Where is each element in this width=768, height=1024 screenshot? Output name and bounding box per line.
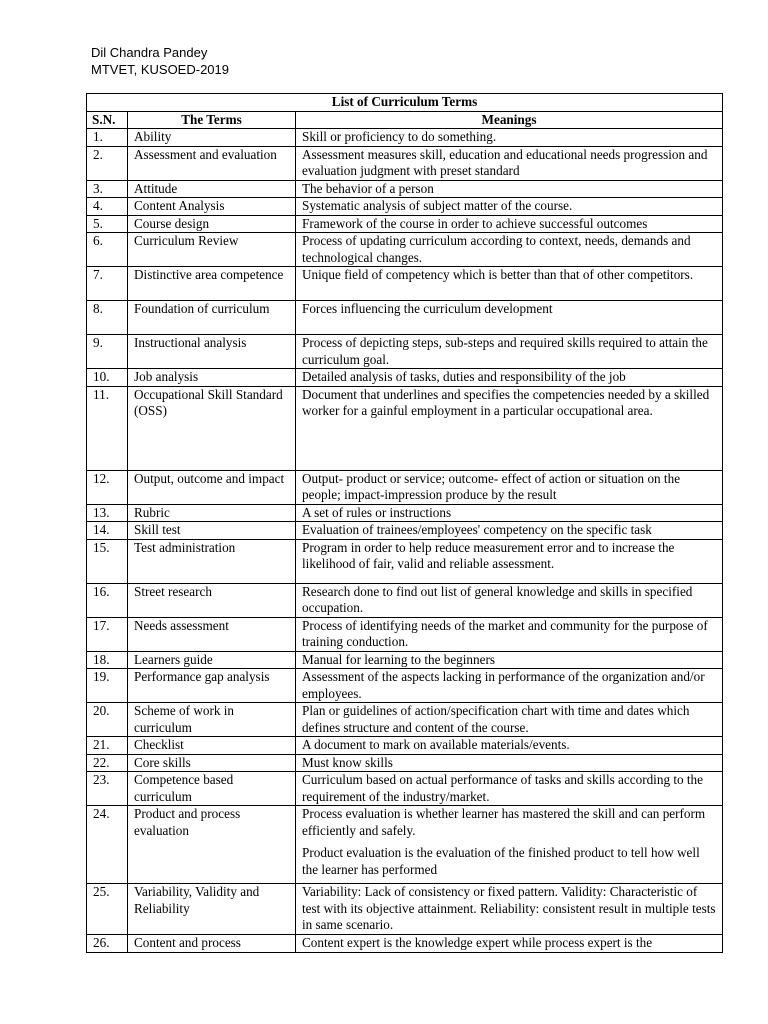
table-row xyxy=(87,267,723,301)
table-row xyxy=(87,772,723,806)
meaning-cell xyxy=(296,539,723,583)
row-number: 26. xyxy=(87,935,128,953)
term-cell: Curriculum Review xyxy=(128,233,296,267)
table-row xyxy=(87,233,723,267)
row-number: 2. xyxy=(87,146,128,180)
table-row xyxy=(87,651,723,669)
meaning-paragraph: Manual for learning to the beginners xyxy=(302,651,495,667)
meaning-paragraph: Output- product or service; outcome- effect of action or situation on the people; impact-impression produce by the result xyxy=(302,470,681,502)
table-row xyxy=(87,754,723,772)
meaning-paragraph: Forces influencing the curriculum development xyxy=(302,301,553,316)
term-cell: Distinctive area competence xyxy=(128,267,296,301)
meaning-paragraph: Program in order to help reduce measurement error and to increase the likelihood of fair, valid and reliable assessment. xyxy=(302,539,675,571)
table-row xyxy=(87,935,723,953)
term-cell: Attitude xyxy=(128,180,296,198)
table-row xyxy=(87,129,723,147)
column-header-terms: The Terms xyxy=(128,111,296,129)
meaning-paragraph: Process evaluation is whether learner has mastered the skill and can perform efficiently and safely. xyxy=(302,806,706,838)
meaning-cell xyxy=(296,522,723,540)
course-code: MTVET, KUSOED-2019 xyxy=(91,62,229,77)
table-row xyxy=(87,369,723,387)
row-number: 4. xyxy=(87,198,128,216)
row-number: 12. xyxy=(87,470,128,504)
table-row xyxy=(87,198,723,216)
meaning-paragraph: Evaluation of trainees/employees' competency on the specific task xyxy=(302,522,652,537)
meaning-cell xyxy=(296,617,723,651)
term-cell: Performance gap analysis xyxy=(128,669,296,703)
term-cell: Skill test xyxy=(128,522,296,540)
term-cell: Ability xyxy=(128,129,296,147)
term-cell: Content and process xyxy=(128,935,296,953)
term-cell: Learners guide xyxy=(128,651,296,669)
table-row xyxy=(87,470,723,504)
meaning-cell xyxy=(296,651,723,669)
table-title: List of Curriculum Terms xyxy=(87,94,723,112)
meaning-cell xyxy=(296,737,723,755)
table-title-row xyxy=(87,94,723,112)
row-number: 18. xyxy=(87,651,128,669)
term-cell: Instructional analysis xyxy=(128,335,296,369)
meaning-cell xyxy=(296,215,723,233)
meaning-paragraph: Process of depicting steps, sub-steps and required skills required to attain the curriculum goal. xyxy=(302,335,708,367)
row-number: 23. xyxy=(87,772,128,806)
meaning-paragraph: Research done to find out list of general knowledge and skills in specified occupation. xyxy=(302,583,693,615)
row-number: 1. xyxy=(87,129,128,147)
meaning-paragraph: Detailed analysis of tasks, duties and responsibility of the job xyxy=(302,369,626,384)
meaning-cell xyxy=(296,146,723,180)
meaning-paragraph: Process of identifying needs of the market and community for the purpose of training conduction. xyxy=(302,617,708,649)
table-row xyxy=(87,146,723,180)
meaning-cell xyxy=(296,233,723,267)
meaning-paragraph: Product evaluation is the evaluation of the finished product to tell how well the learner has performed xyxy=(302,845,700,877)
row-number: 20. xyxy=(87,703,128,737)
term-cell: Output, outcome and impact xyxy=(128,470,296,504)
curriculum-terms-table xyxy=(86,93,723,953)
meaning-paragraph: Assessment of the aspects lacking in performance of the organization and/or employees. xyxy=(302,669,705,701)
term-cell: Course design xyxy=(128,215,296,233)
row-number: 21. xyxy=(87,737,128,755)
table-row xyxy=(87,617,723,651)
meaning-paragraph: The behavior of a person xyxy=(302,180,434,196)
meaning-cell xyxy=(296,180,723,198)
row-number: 15. xyxy=(87,539,128,583)
column-header-meanings: Meanings xyxy=(296,111,723,129)
meaning-cell xyxy=(296,669,723,703)
row-number: 19. xyxy=(87,669,128,703)
table-body xyxy=(87,129,723,953)
table-row xyxy=(87,669,723,703)
row-number: 24. xyxy=(87,806,128,884)
term-cell: Core skills xyxy=(128,754,296,772)
row-number: 8. xyxy=(87,301,128,335)
table-row xyxy=(87,737,723,755)
row-number: 11. xyxy=(87,386,128,470)
table-row xyxy=(87,386,723,470)
meaning-paragraph: A document to mark on available materials/events. xyxy=(302,737,570,752)
term-cell: Street research xyxy=(128,583,296,617)
meaning-cell xyxy=(296,504,723,522)
table-row xyxy=(87,215,723,233)
row-number: 3. xyxy=(87,180,128,198)
meaning-paragraph: Skill or proficiency to do something. xyxy=(302,129,497,144)
meaning-cell xyxy=(296,386,723,470)
term-cell: Variability, Validity and Reliability xyxy=(128,884,296,935)
term-cell: Needs assessment xyxy=(128,617,296,651)
row-number: 14. xyxy=(87,522,128,540)
term-cell: Product and process evaluation xyxy=(128,806,296,884)
meaning-paragraph: Content expert is the knowledge expert while process expert is the xyxy=(302,935,653,950)
meaning-cell xyxy=(296,884,723,935)
row-number: 16. xyxy=(87,583,128,617)
meaning-paragraph: Assessment measures skill, education and educational needs progression and evaluation judgment with preset standard xyxy=(302,146,708,178)
row-number: 6. xyxy=(87,233,128,267)
meaning-cell xyxy=(296,198,723,216)
meaning-cell xyxy=(296,772,723,806)
meaning-cell xyxy=(296,470,723,504)
meaning-paragraph: Process of updating curriculum according to context, needs, demands and technological changes. xyxy=(302,233,691,265)
table-row xyxy=(87,335,723,369)
row-number: 5. xyxy=(87,215,128,233)
term-cell: Competence based curriculum xyxy=(128,772,296,806)
meaning-cell xyxy=(296,301,723,335)
table-row xyxy=(87,522,723,540)
meaning-cell xyxy=(296,129,723,147)
table-row xyxy=(87,504,723,522)
row-number: 17. xyxy=(87,617,128,651)
meaning-paragraph: Framework of the course in order to achieve successful outcomes xyxy=(302,215,648,231)
term-cell: Content Analysis xyxy=(128,198,296,216)
term-cell: Foundation of curriculum xyxy=(128,301,296,335)
table-row xyxy=(87,180,723,198)
meaning-cell xyxy=(296,806,723,884)
meaning-paragraph: Systematic analysis of subject matter of the course. xyxy=(302,198,573,213)
term-cell: Test administration xyxy=(128,539,296,583)
term-cell: Scheme of work in curriculum xyxy=(128,703,296,737)
row-number: 7. xyxy=(87,267,128,301)
meaning-cell xyxy=(296,703,723,737)
row-number: 13. xyxy=(87,504,128,522)
table-header-row xyxy=(87,111,723,129)
row-number: 25. xyxy=(87,884,128,935)
meaning-cell xyxy=(296,583,723,617)
meaning-cell xyxy=(296,754,723,772)
table-row xyxy=(87,884,723,935)
row-number: 10. xyxy=(87,369,128,387)
meaning-paragraph: Unique field of competency which is better than that of other competitors. xyxy=(302,267,694,282)
term-cell: Assessment and evaluation xyxy=(128,146,296,180)
column-header-sn: S.N. xyxy=(87,111,128,129)
meaning-cell xyxy=(296,267,723,301)
term-cell: Checklist xyxy=(128,737,296,755)
meaning-cell xyxy=(296,935,723,953)
meaning-cell xyxy=(296,335,723,369)
term-cell: Occupational Skill Standard (OSS) xyxy=(128,386,296,470)
term-cell: Job analysis xyxy=(128,369,296,387)
table-row xyxy=(87,539,723,583)
meaning-paragraph: Plan or guidelines of action/specification chart with time and dates which defines structure and content of the course. xyxy=(302,703,690,735)
row-number: 22. xyxy=(87,754,128,772)
meaning-paragraph: A set of rules or instructions xyxy=(302,504,452,520)
document-header xyxy=(91,44,229,78)
meaning-paragraph: Variability: Lack of consistency or fixed pattern. Validity: Characteristic of test with its objective attainment. Reliability: consistent result in multiple tests in same scenario. xyxy=(302,884,716,932)
meaning-cell xyxy=(296,369,723,387)
table-row xyxy=(87,703,723,737)
row-number: 9. xyxy=(87,335,128,369)
table-row xyxy=(87,301,723,335)
meaning-paragraph: Document that underlines and specifies the competencies needed by a skilled worker for a gainful employment in a particular occupational area. xyxy=(302,386,710,418)
table-row xyxy=(87,583,723,617)
meaning-paragraph: Must know skills xyxy=(302,754,393,770)
author-name: Dil Chandra Pandey xyxy=(91,45,208,60)
term-cell: Rubric xyxy=(128,504,296,522)
table-row xyxy=(87,806,723,884)
meaning-paragraph: Curriculum based on actual performance of tasks and skills according to the requirement of the industry/market. xyxy=(302,772,703,804)
